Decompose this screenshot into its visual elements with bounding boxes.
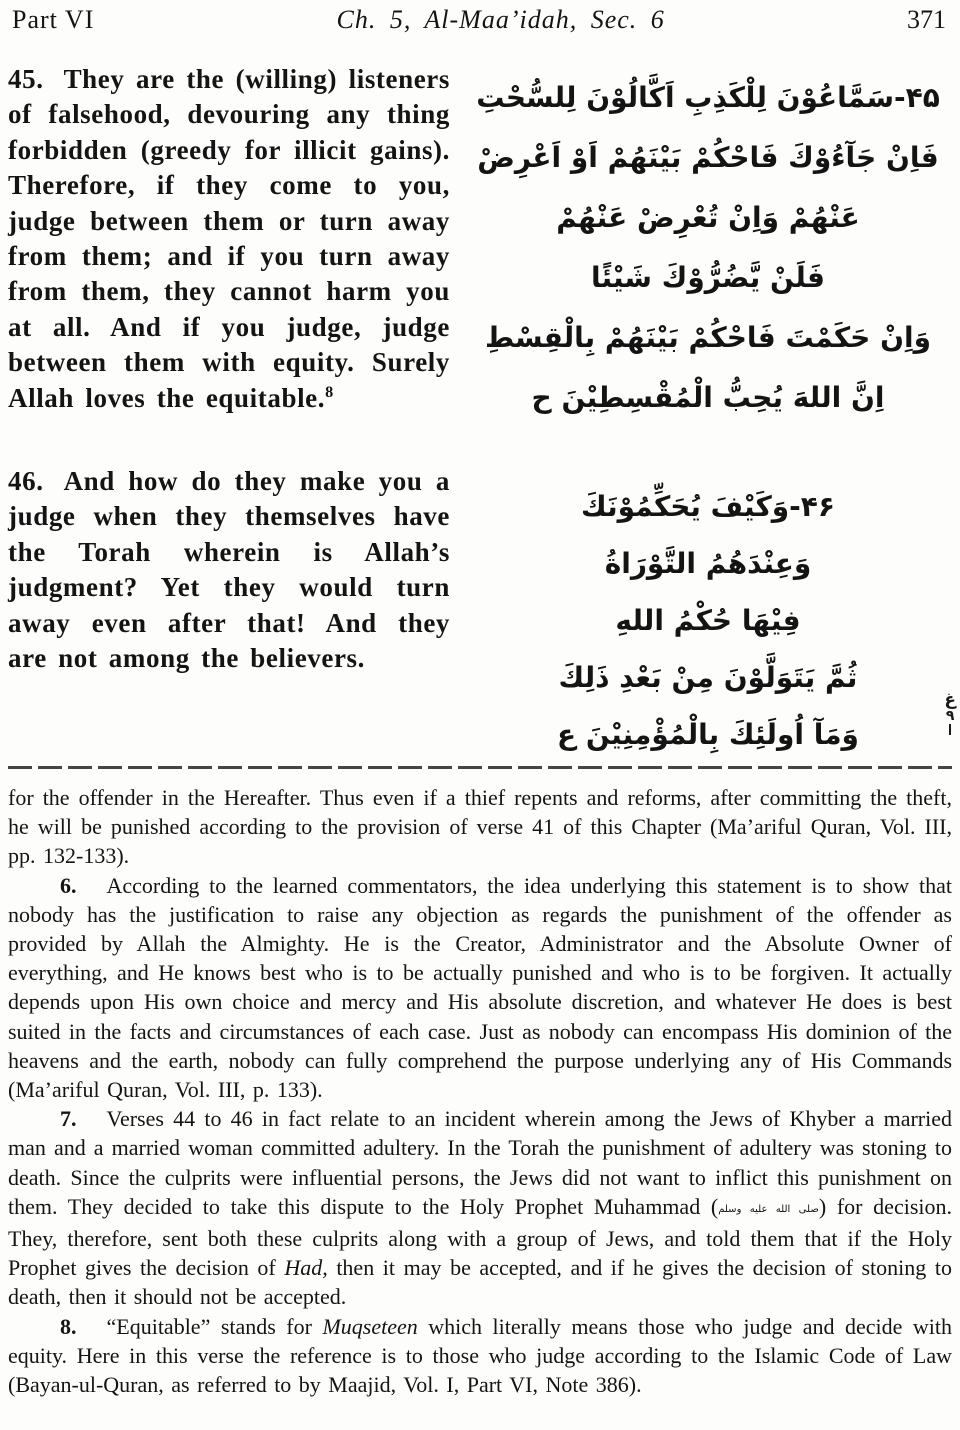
footnote-7-italic-term: Had,	[284, 1255, 328, 1281]
footnote-8-text-post: which literally means those who judge and decide with equity. Here in this verse the reference is to those who judge according to the Islamic Code of Law (Bayan-ul-Quran, as referred to by Maajid, Vol. I, Part VI, Note 386).	[8, 1313, 952, 1398]
verse-45-english	[8, 62, 450, 416]
verse-45-number: 45.	[8, 64, 44, 94]
arabic-line: اِنَّ اللهَ يُحِبُّ الْمُقْسِطِيْنَ ح	[531, 381, 885, 414]
page-number: 371	[907, 5, 946, 34]
footnote-8-italic-term: Muqseteen	[322, 1313, 418, 1339]
part-label: Part VI	[12, 5, 95, 34]
verse-46-arabic	[462, 472, 954, 763]
arabic-line: وَعِنْدَهُمُ التَّوْرَاةُ	[604, 547, 812, 580]
ruku-stroke	[949, 724, 951, 735]
verse-46-text: And how do they make you a judge when they themselves have the Torah wherein is Allah’s judgment? Yet they would turn away even after that! And they are not among the believers.	[8, 466, 450, 674]
ruku-marker	[944, 692, 956, 735]
footnote-7-text-post: then it may be accepted, and if he gives the decision of stoning to death, then it should not be accepted.	[8, 1255, 952, 1310]
arabic-line: ثُمَّ يَتَوَلَّوْنَ مِنْ بَعْدِ ذَلِكَ	[558, 661, 858, 694]
arabic-text-column	[450, 62, 954, 763]
footnote-8	[8, 1312, 952, 1400]
ruku-number: ٩	[945, 708, 955, 724]
footnote-continuation-text: for the offender in the Hereafter. Thus even if a thief repents and reforms, after committing the theft, he will be punished according to the provision of verse 41 of this Chapter (Ma’ariful Quran, Vol. III, pp. 132-133).	[8, 785, 952, 869]
english-translation-column	[8, 62, 450, 763]
footnote-continuation	[8, 783, 952, 871]
verse-46-english	[8, 464, 450, 676]
footnote-6	[8, 871, 952, 1105]
verse-columns	[8, 62, 954, 763]
arabic-line: فَلَنْ يَّضُرُّوْكَ شَيْئًا	[591, 261, 825, 294]
arabic-line: وَاِنْ حَكَمْتَ فَاحْكُمْ بَيْنَهُمْ بِالْقِسْطِ	[484, 321, 932, 354]
chapter-title: Ch. 5, Al-Maa’idah, Sec. 6	[336, 5, 665, 34]
footnote-6-text: According to the learned commentators, the idea underlying this statement is to show that nobody has the justification to raise any objection as regards the punishment of the offender as provided by Allah the Almighty. He is the Creator, Administrator and the Absolute Owner of everything, and He knows best who is to be actually punished and who is to be forgiven. It actually depends upon His own choice and mercy and His absolute discretion, and whatever He does is best suited in the facts and circumstances of each case. Just as nobody can encompass His dominion of the heavens and the earth, nobody can fully comprehend the purpose underlying any of His Commands (Ma’ariful Quran, Vol. III, p. 133).	[8, 872, 952, 1103]
footnote-7-number: 7.	[60, 1106, 77, 1132]
footnote-6-number: 6.	[60, 872, 77, 898]
prophet-salutation-mark: صلى الله عليه وسلم	[718, 1203, 819, 1215]
arabic-line: فَاِنْ جَآءُوْكَ فَاحْكُمْ بَيْنَهُمْ اَوْ اَعْرِضْ	[477, 141, 939, 174]
footnote-8-text-pre: “Equitable” stands for	[106, 1313, 323, 1339]
arabic-line: عَنْهُمْ وَاِنْ تُعْرِضْ عَنْهُمْ	[556, 201, 860, 234]
arabic-line: ۴۶-وَكَيْفَ يُحَكِّمُوْنَكَ	[581, 490, 835, 523]
verse-45-text: They are the (willing) listeners of falsehood, devouring any thing forbidden (greedy for illicit gains). Therefore, if they come to you, judge between them or turn away from them; and if you turn away from them, they cannot harm you at all. And if you judge, judge between them with equity. Surely Allah loves the equitable.	[8, 64, 450, 413]
page-header	[12, 5, 946, 35]
arabic-line: وَمَآ اُولَئِكَ بِالْمُؤْمِنِيْنَ ع	[557, 718, 859, 751]
footnote-divider	[8, 766, 952, 769]
ruku-letter: غ	[944, 690, 956, 710]
footnotes-section	[8, 783, 952, 1399]
footnote-7	[8, 1104, 952, 1311]
footnote-ref-8: 8	[325, 382, 334, 401]
arabic-line: فِيْهَا حُكْمُ اللهِ	[615, 604, 801, 637]
verse-45-arabic	[462, 62, 954, 428]
arabic-line: ۴۵-سَمَّاعُوْنَ لِلْكَذِبِ اَكَّالُوْنَ لِلسُّحْتِ	[476, 81, 940, 114]
footnote-8-number: 8.	[60, 1313, 77, 1339]
footnote-7-text-pre: Verses 44 to 46 in fact relate to an incident wherein among the Jews of Khyber a married man and a married woman committed adultery. In the Torah the punishment of adultery was stoning to death. Since the culprits were influential persons, the Jews did not want to inflict this punishment on them. They decided to take this dispute to the Holy Prophet Muhammad (	[8, 1106, 952, 1219]
verse-46-number: 46.	[8, 466, 44, 497]
footnote-7-text-mid: ) for decision. They, therefore, sent both these culprits along with a group of Jews, and told them that if the Holy Prophet gives the decision of	[8, 1193, 952, 1281]
